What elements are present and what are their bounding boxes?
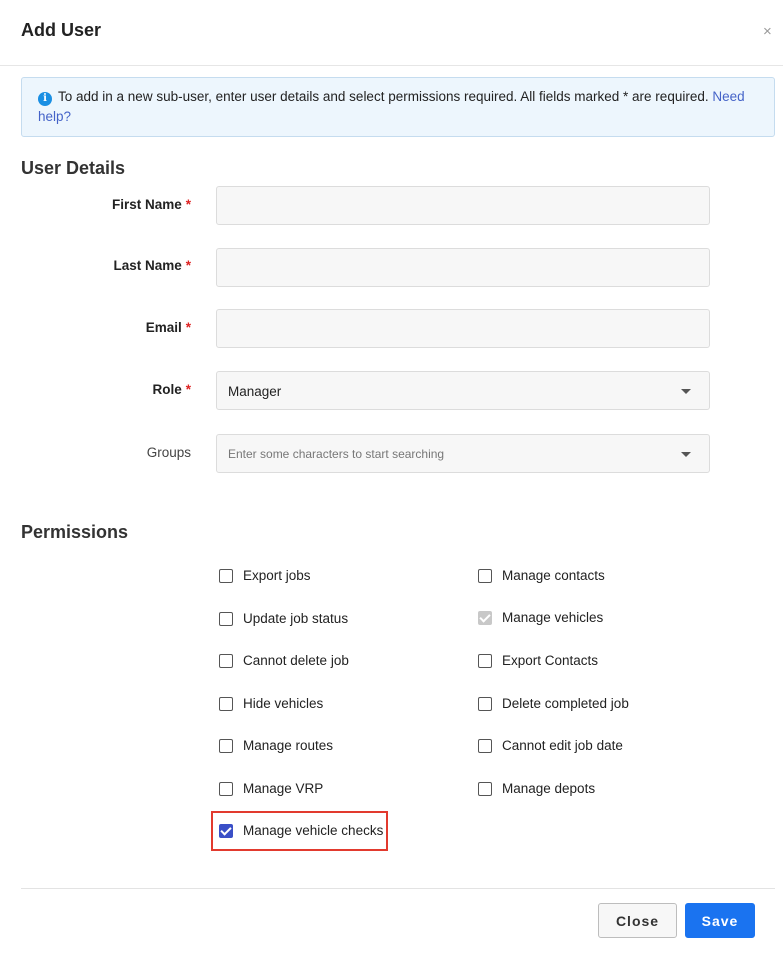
checkbox[interactable] <box>478 782 492 796</box>
groups-label: Groups <box>146 445 191 460</box>
permissions-heading: Permissions <box>21 522 129 542</box>
perm-hide-vehicles[interactable]: Hide vehicles <box>219 696 323 711</box>
highlight-box <box>211 811 388 851</box>
close-icon[interactable]: × <box>763 23 772 40</box>
checkbox-disabled-checked <box>478 611 492 625</box>
first-name-input[interactable] <box>217 187 709 224</box>
role-label: Role * <box>152 382 191 397</box>
checkbox[interactable] <box>478 654 492 668</box>
chevron-down-icon[interactable] <box>681 452 691 457</box>
checkbox[interactable] <box>478 697 492 711</box>
perm-manage-routes[interactable]: Manage routes <box>219 738 333 753</box>
first-name-field[interactable] <box>216 186 710 225</box>
info-banner <box>21 77 775 137</box>
email-field[interactable] <box>216 309 710 348</box>
groups-placeholder: Enter some characters to start searching <box>228 447 445 461</box>
perm-manage-contacts[interactable]: Manage contacts <box>478 568 605 583</box>
checkbox[interactable] <box>478 739 492 753</box>
close-button[interactable]: Close <box>598 903 677 938</box>
user-details-heading: User Details <box>21 158 126 178</box>
info-text: To add in a new sub-user, enter user details and select permissions required. All fields marked * are required. <box>58 89 709 104</box>
checkbox[interactable] <box>478 569 492 583</box>
perm-cannot-delete-job[interactable]: Cannot delete job <box>219 653 349 668</box>
footer-divider <box>21 888 775 889</box>
perm-update-job-status[interactable]: Update job status <box>219 611 348 626</box>
required-marker: * <box>185 382 191 397</box>
required-marker: * <box>185 197 191 212</box>
perm-manage-vrp[interactable]: Manage VRP <box>219 781 323 796</box>
email-label: Email * <box>145 320 191 335</box>
checkbox[interactable] <box>219 697 233 711</box>
last-name-field[interactable] <box>216 248 710 287</box>
email-input[interactable] <box>217 310 709 347</box>
perm-cannot-edit-job-date[interactable]: Cannot edit job date <box>478 738 623 753</box>
checkbox[interactable] <box>219 782 233 796</box>
role-select[interactable] <box>216 371 710 410</box>
required-marker: * <box>185 320 191 335</box>
perm-manage-vehicle-checks[interactable]: Manage vehicle checks <box>219 823 383 838</box>
checkbox[interactable] <box>219 569 233 583</box>
perm-manage-vehicles: Manage vehicles <box>478 610 603 625</box>
perm-export-jobs[interactable]: Export jobs <box>219 568 311 583</box>
modal-title: Add User <box>21 20 102 40</box>
chevron-down-icon[interactable] <box>681 389 691 394</box>
save-button[interactable]: Save <box>685 903 755 938</box>
need-help-link[interactable]: Need help? <box>38 89 745 124</box>
info-icon: i <box>38 92 52 106</box>
first-name-label: First Name * <box>111 197 191 212</box>
role-selected-value: Manager <box>228 384 282 399</box>
checkbox[interactable] <box>219 739 233 753</box>
perm-delete-completed-job[interactable]: Delete completed job <box>478 696 629 711</box>
required-marker: * <box>185 258 191 273</box>
groups-select[interactable] <box>216 434 710 473</box>
perm-export-contacts[interactable]: Export Contacts <box>478 653 598 668</box>
last-name-label: Last Name * <box>113 258 191 273</box>
checkbox[interactable] <box>219 612 233 626</box>
checkbox[interactable] <box>219 654 233 668</box>
last-name-input[interactable] <box>217 249 709 286</box>
perm-manage-depots[interactable]: Manage depots <box>478 781 595 796</box>
modal-header <box>0 0 783 66</box>
